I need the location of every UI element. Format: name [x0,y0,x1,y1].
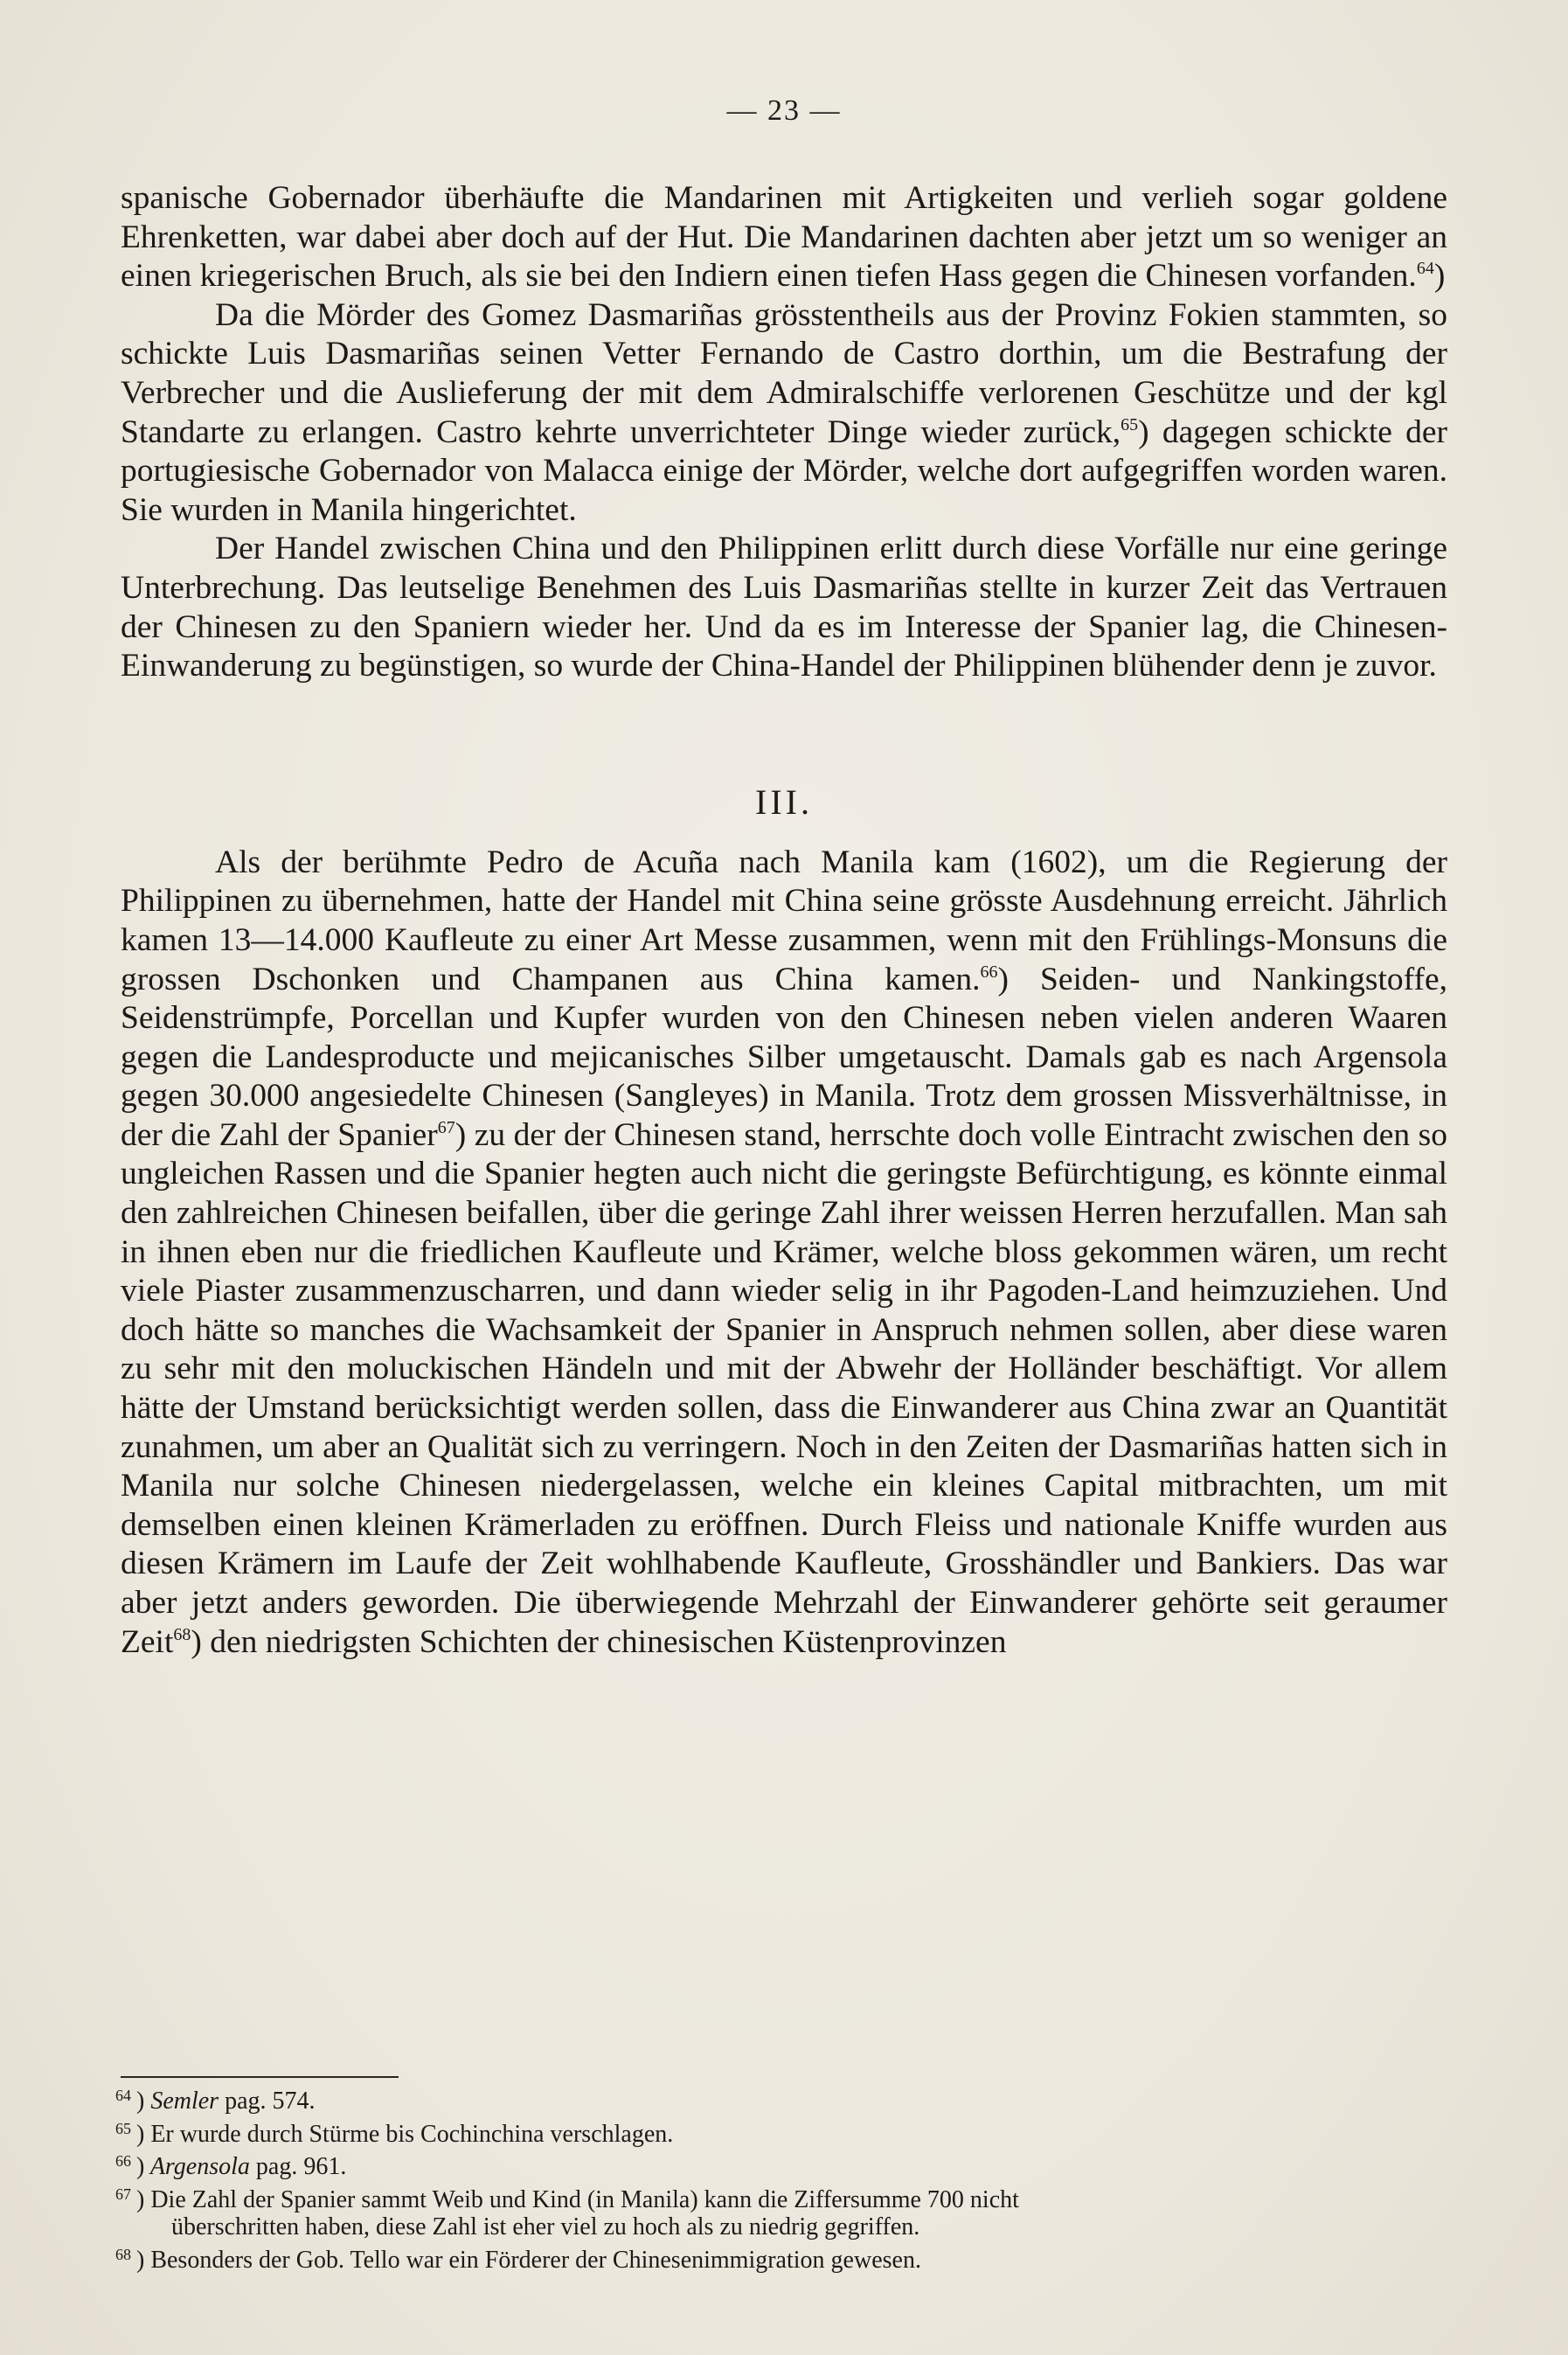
footnote-number: 65 [115,2119,131,2137]
footnote-reference: 64 [1416,259,1434,279]
text-run: Der Handel zwischen China und den Philippinen erlitt durch diese Vorfälle nur eine geringe Unterbrechung. Das leutselige Benehmen des Luis Dasmariñas stellte in kurzer Zeit das Vertrauen der Chinesen zu den Spaniern wieder her. Und da es im Interesse der Spanier lag, die Chinesen-Einwanderung zu begünstigen, so wurde der China-Handel der Philippinen blühender denn je zuvor. [121,531,1447,684]
text-run: ) Seiden- und Nankingstoffe, Seidenstrümpfe, Porcellan und Kupfer wurden von den Chinesen neben vielen anderen Waaren gegen die Landesproducte und mejicanisches Silber umgetauscht. Damals gab es nach Argensola gegen 30.000 angesiedelte Chinesen (Sangleyes) in Manila. Trotz dem grossen Missverhältnisse, in der die Zahl der Spanier [121,961,1447,1153]
footnote-text: pag. 574. [219,2088,316,2115]
footnote [115,2181,1453,2241]
footnote-paren: ) [136,2185,145,2213]
paragraph [121,179,1447,296]
text-run: Da die Mörder des Gomez Dasmariñas grösstentheils aus der Provinz Fokien stammten, so schickte Luis Dasmariñas seinen Vetter Fernando de Castro dorthin, um die Bestrafung der Verbrecher und die Auslieferung der mit dem Admiralschiffe verlorenen Geschütze und der kgl Standarte zu erlangen. Castro kehrte unverrichteter Dinge wieder zurück, [121,296,1447,450]
main-text [121,179,1447,1662]
paragraph-group [121,179,1447,686]
footnote-number: 67 [115,2185,131,2203]
footnote-text: Er wurde durch Stürme bis Cochinchina verschlagen. [144,2120,674,2148]
footnotes [115,2082,1453,2274]
footnote-paren: ) [136,2153,145,2180]
footnote-paren: ) [136,2120,145,2148]
footnote-reference: 68 [173,1624,191,1644]
page-number: — 23 — [726,94,842,127]
text-run: ) [1433,258,1446,295]
footnote-text: pag. 961. [249,2153,347,2180]
footnote-reference: 65 [1120,414,1139,434]
paragraph [121,844,1447,1662]
section-heading: III. [755,782,813,822]
text-run: spanische Gobernador überhäufte die Mandarinen mit Artigkeiten und verlieh sogar goldene Ehrenketten, war dabei aber doch auf der Hut. Die Mandarinen dachten aber jetzt um so weniger an einen kriegerischen Bruch, als sie bei den Indiern einen tiefen Hass gegen die Chinesen vorfanden. [121,180,1447,295]
footnote-text: Besonders der Gob. Tello war ein Förderer der Chinesenimmigration gewesen. [144,2246,921,2274]
footnote-number: 64 [115,2087,131,2104]
paragraph-group [121,844,1447,1662]
footnote [115,2241,1453,2275]
footnote-number: 68 [115,2245,131,2263]
footnote-paren: ) [136,2246,145,2274]
footnote-continuation: überschritten haben, diese Zahl ist eher viel zu hoch als zu niedrig gegriffen. [171,2213,920,2240]
footnote-paren: ) [136,2088,145,2115]
text-run: ) dagegen schickte der portugiesische Gobernador von Malacca einige der Mörder, welche dort aufgegriffen worden waren. Sie wurden in Manila hingerichtet. [121,413,1447,528]
footnote [115,2148,1453,2181]
footnote-number: 66 [115,2152,131,2170]
footnote [115,2082,1453,2115]
paragraph [121,530,1447,685]
text-run: Als der berühmte Pedro de Acuña nach Manila kam (1602), um die Regierung der Philippinen zu übernehmen, hatte der Handel mit China seine grösste Ausdehnung erreicht. Jährlich kamen 13—14.000 Kaufleute zu einer Art Messe zusammen, wenn mit den Frühlings-Monsuns die grossen Dschonken und Champanen aus China kamen. [121,844,1447,997]
footnote-reference: 67 [437,1117,455,1137]
footnote-author: Argensola [144,2153,250,2180]
footnote-author: Semler [144,2088,219,2115]
footnote-rule [121,2076,399,2078]
paragraph [121,296,1447,531]
text-run: ) den niedrigsten Schichten der chinesischen Küstenprovinzen [191,1623,1007,1660]
footnote-text: Die Zahl der Spanier sammt Weib und Kind (in Manila) kann die Ziffersumme 700 nicht [144,2185,1019,2213]
footnote-reference: 66 [980,962,998,982]
text-run: ) zu der der Chinesen stand, herrschte doch volle Eintracht zwischen den so ungleichen Rassen und die Spanier hegten auch nicht die geringste Befürchtigung, es könnte einmal den zahlreichen Chinesen beifallen, über die geringe Zahl ihrer weissen Herren herzufallen. Man sah in ihnen eben nur die friedlichen Kaufleute und Krämer, welche bloss gekommen wären, um recht viele Piaster zusammenzuscharren, und dann wieder selig in ihr Pagoden-Land heimzuziehen. Und doch hätte so manches die Wachsamkeit der Spanier in Anspruch nehmen sollen, aber diese waren zu sehr mit den moluckischen Händeln und mit der Abwehr der Holländer beschäftigt. Vor allem hätte der Umstand berücksichtigt werden sollen, dass die Einwanderer aus China zwar an Quantität zunahmen, um aber an Qualität sich zu verringern. Noch in den Zeiten der Dasmariñas hatten sich in Manila nur solche Chinesen niedergelassen, welche ein kleines Capital mitbrachten, um mit demselben einen kleinen Krämerladen zu eröffnen. Durch Fleiss und nationale Kniffe wurden aus diesen Krämern im Laufe der Zeit wohlhabende Kaufleute, Grosshändler und Bankiers. Das war aber jetzt anders geworden. Die überwiegende Mehrzahl der Einwanderer gehörte seit geraumer Zeit [121,1116,1447,1660]
footnote [115,2115,1453,2149]
